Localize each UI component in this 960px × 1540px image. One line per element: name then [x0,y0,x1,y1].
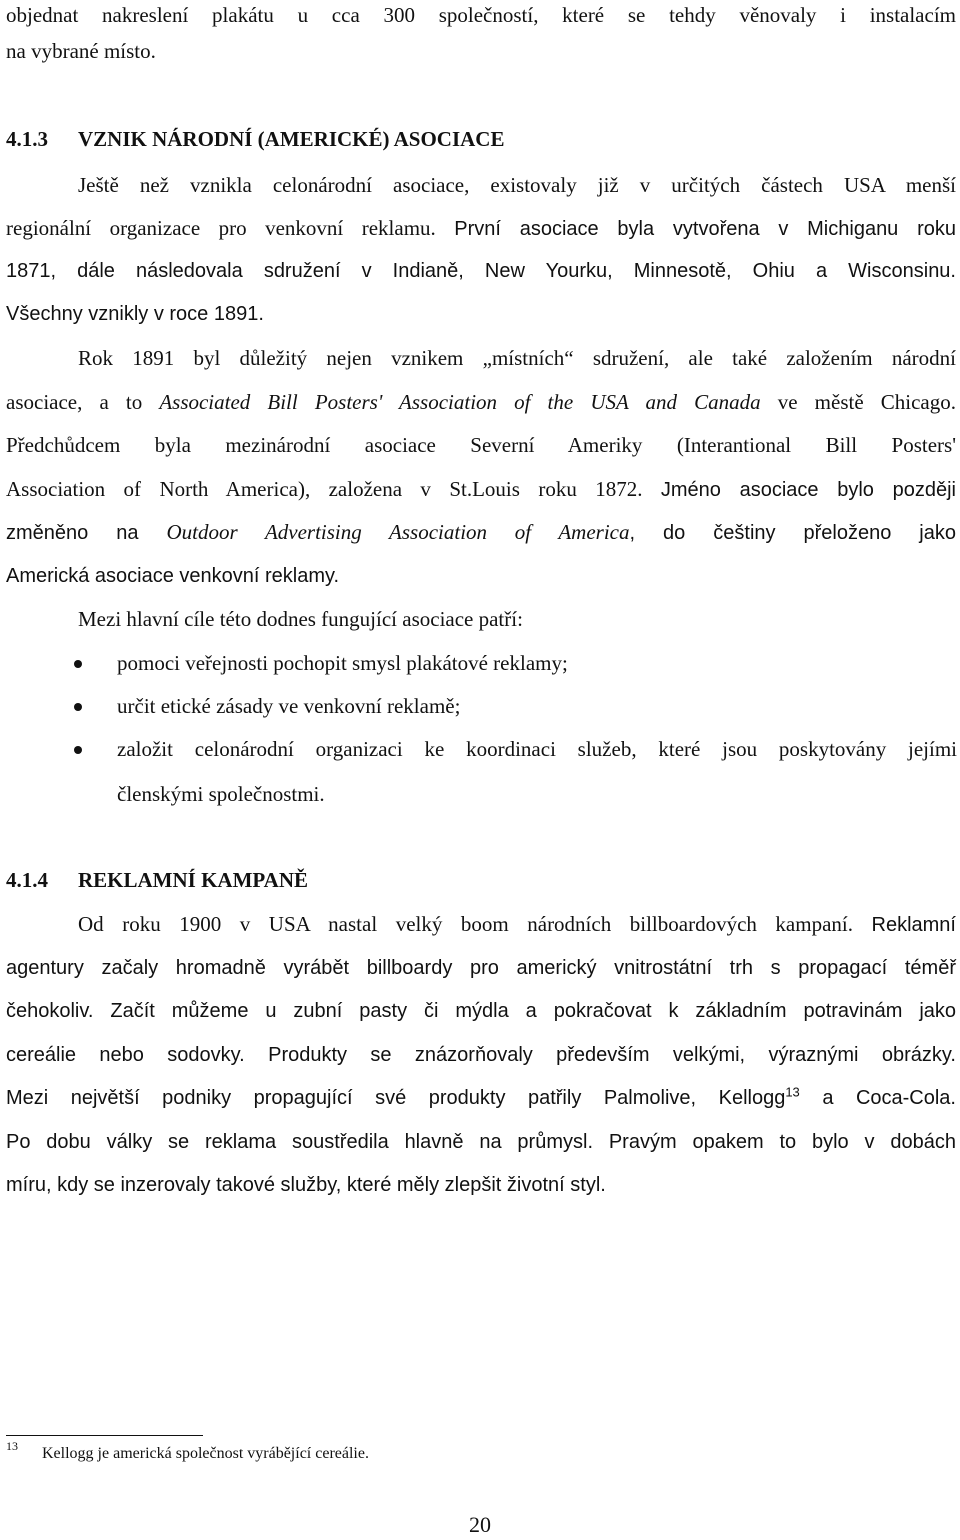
text-line: 1871, dále následovala sdružení v Indianě, New Yourku, Minnesotě, Ohiu a Wisconsinu. [6,260,956,282]
heading-title: REKLAMNÍ KAMPANĚ [78,868,309,892]
association-name-italic: Outdoor Advertising Association of America [166,520,630,544]
text-run: ve městě Chicago. [760,390,956,414]
text-line: agentury začaly hromadně vyrábět billboardy pro americký vnitrostátní trh s propagací téměř [6,957,956,979]
bullet-icon [74,746,82,754]
text-line [6,474,956,505]
text-run-sans: Reklamní [871,914,956,936]
text-line [6,1083,956,1113]
text-line [6,517,956,548]
footnote-reference: 13 [785,1084,800,1100]
list-item: pomoci veřejnosti pochopit smysl plakátové reklamy; [117,651,568,675]
text-run: a Coca-Cola. [799,1087,956,1109]
text-run: změněno na [6,522,167,544]
text-line: Po dobu války se reklama soustředila hlavně na průmysl. Pravým opakem to bylo v dobách [6,1131,956,1153]
association-name-italic: Associated Bill Posters' Association of the USA and Canada [159,390,761,414]
heading-number: 4.1.3 [6,127,48,151]
text-run-sans: První asociace byla vytvořena v Michiganu roku [454,218,956,240]
text-line: Všechny vznikly v roce 1891. [6,303,264,325]
text-line: Ještě než vznikla celonárodní asociace, existovaly již v určitých částech USA menší [78,173,956,197]
text-run: , do češtiny přeloženo jako [629,522,956,544]
footnote-number: 13 [6,1439,18,1453]
text-line: Předchůdcem byla mezinárodní asociace Severní Ameriky (Interantional Bill Posters' [6,433,956,457]
text-line [78,909,956,940]
text-line [6,996,956,1026]
text-run: Od roku 1900 v USA nastal velký boom národních billboardových kampaní. [78,912,872,936]
text-line: Mezi hlavní cíle této dodnes fungující asociace patří: [78,607,523,631]
text-run: čehokoliv. [6,1000,111,1022]
list-item-continuation: členskými společnostmi. [117,782,325,806]
bullet-icon [74,703,82,711]
list-item: určit etické zásady ve venkovní reklamě; [117,694,461,718]
text-line: Rok 1891 byl důležitý nejen vznikem „místních“ sdružení, ale také založením národní [78,346,956,370]
text-line: cereálie nebo sodovky. Produkty se znázorňovaly především velkými, výraznými obrázky. [6,1044,956,1066]
section-heading-4-1-3 [6,124,956,154]
text-line: objednat nakreslení plakátu u cca 300 společností, které se tehdy věnovaly i instalacím [6,3,956,27]
text-run: Začít můžeme u zubní pasty či mýdla a pokračovat k základním potravinám jako [110,1000,957,1022]
heading-title: VZNIK NÁRODNÍ (AMERICKÉ) ASOCIACE [78,127,505,151]
section-heading-4-1-4 [6,865,956,895]
text-run-sans: Jméno asociace bylo později [660,479,957,501]
text-line: míru, kdy se inzerovaly takové služby, které měly zlepšit životní styl. [6,1174,606,1196]
bullet-icon [74,660,82,668]
page-number: 20 [469,1512,491,1537]
text-run: asociace, a to [6,390,160,414]
heading-number: 4.1.4 [6,868,48,892]
text-run: Association of North America), založena v St.Louis roku 1872. [6,477,661,501]
text-line [6,387,956,417]
text-line: Americká asociace venkovní reklamy. [6,565,340,587]
text-run: Mezi největší podniky propagující své produkty patřily Palmolive, Kellogg [6,1087,786,1109]
list-item: založit celonárodní organizaci ke koordinaci služeb, které jsou poskytovány jejími [117,737,957,761]
footnote-text: Kellogg je americká společnost vyrábějící cereálie. [42,1445,369,1462]
footnote-separator [6,1435,203,1436]
text-line: na vybrané místo. [6,39,156,63]
text-run: regionální organizace pro venkovní reklamu. [6,216,455,240]
text-line [6,213,956,244]
